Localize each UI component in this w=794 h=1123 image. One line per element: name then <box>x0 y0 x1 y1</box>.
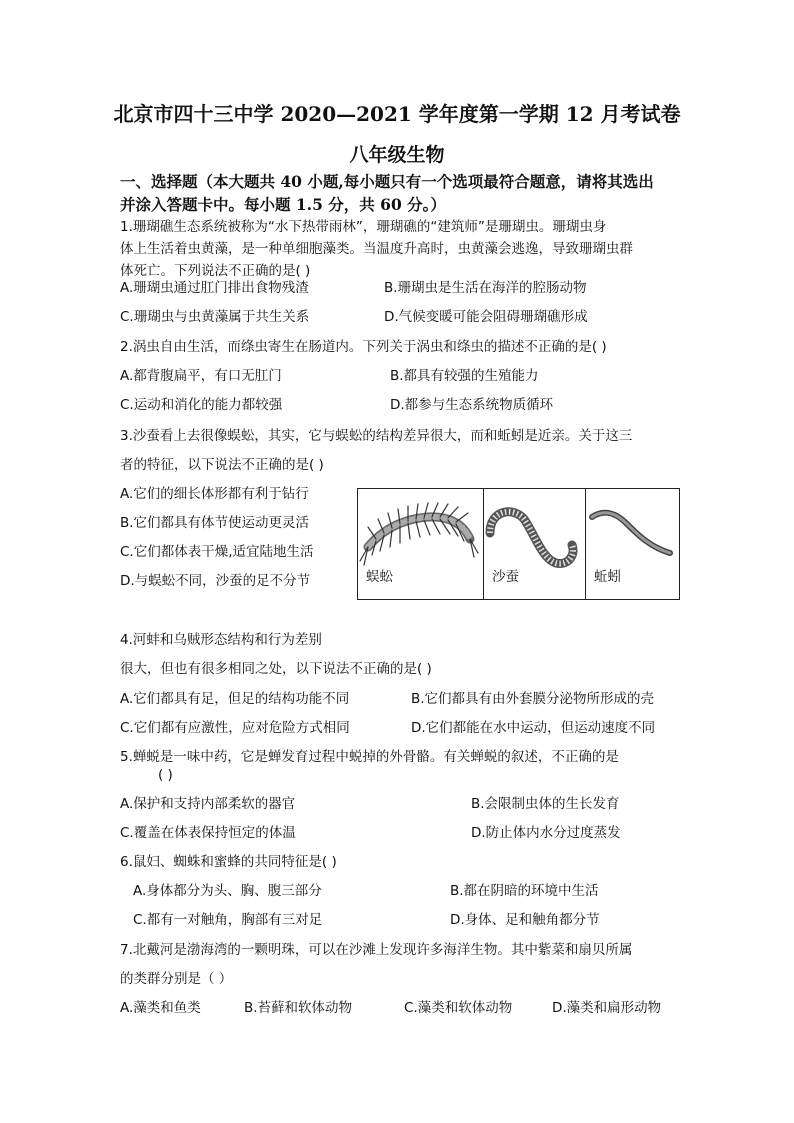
question-2-option-d[interactable]: D.都参与生态系统物质循环 <box>390 397 554 413</box>
question-5-stem-line-1: 5.蝉蜕是一味中药，它是蝉发育过程中蜕掉的外骨骼。有关蝉蜕的叙述，不正确的是 <box>120 749 619 765</box>
earthworm-cell <box>585 489 679 599</box>
section-heading-line-1: 一、选择题（本大题共 40 小题,每小题只有一个选项最符合题意，请将其选出 <box>120 172 654 191</box>
question-5-option-c[interactable]: C.覆盖在体表保持恒定的体温 <box>120 825 296 841</box>
question-1-option-b[interactable]: B.珊瑚虫是生活在海洋的腔肠动物 <box>384 280 587 296</box>
figure-label-centipede: 蜈蚣 <box>366 569 393 585</box>
question-4-option-d[interactable]: D.它们都能在水中运动，但运动速度不同 <box>411 720 656 736</box>
question-4-option-c[interactable]: C.它们都有应激性，应对危险方式相同 <box>120 720 350 736</box>
question-3-option-a[interactable]: A.它们的细长体形都有利于钻行 <box>120 486 309 502</box>
question-7-option-a[interactable]: A.藻类和鱼类 <box>120 1000 201 1016</box>
question-5-option-a[interactable]: A.保护和支持内部柔软的器官 <box>120 796 296 812</box>
exam-title: 北京市四十三中学 2020—2021 学年度第一学期 12 月考试卷 <box>113 102 681 126</box>
centipede-cell <box>358 489 483 599</box>
question-1-option-c[interactable]: C.珊瑚虫与虫黄藻属于共生关系 <box>120 309 310 325</box>
question-1-option-a[interactable]: A.珊瑚虫通过肛门排出食物残渣 <box>120 280 309 296</box>
question-3-stem-line-1: 3.沙蚕看上去很像蜈蚣，其实，它与蜈蚣的结构差异很大，而和蚯蚓是近亲。关于这三 <box>120 428 633 444</box>
question-7-option-b[interactable]: B.苔藓和软体动物 <box>244 1000 353 1016</box>
section-heading-line-2: 并涂入答题卡中。每小题 1.5 分，共 60 分。） <box>120 195 446 214</box>
question-5-stem-line-2: ( ) <box>158 767 173 783</box>
question-4-stem-line-1: 4.河蚌和乌贼形态结构和行为差别 <box>120 632 322 648</box>
question-2-option-c[interactable]: C.运动和消化的能力都较强 <box>120 397 283 413</box>
question-5-option-d[interactable]: D.防止体内水分过度蒸发 <box>471 825 621 841</box>
question-7-option-c[interactable]: C.藻类和软体动物 <box>404 1000 513 1016</box>
question-3-option-b[interactable]: B.它们都具有体节使运动更灵活 <box>120 515 310 531</box>
question-1-stem-line-1: 1.珊瑚礁生态系统被称为“水下热带雨林”，珊瑚礁的“建筑师”是珊瑚虫。珊瑚虫身 <box>120 219 607 235</box>
question-4-stem-line-2: 很大，但也有很多相同之处，以下说法不正确的是( ) <box>120 661 432 677</box>
question-4-option-b[interactable]: B.它们都具有由外套膜分泌物所形成的壳 <box>411 691 655 707</box>
question-1-stem-line-2: 体上生活着虫黄藻，是一种单细胞藻类。当温度升高时，虫黄藻会逃逸，导致珊瑚虫群 <box>120 241 633 257</box>
question-6-stem: 6.鼠妇、蜘蛛和蜜蜂的共同特征是( ) <box>120 854 337 870</box>
question-4-option-a[interactable]: A.它们都具有足，但足的结构功能不同 <box>120 691 350 707</box>
question-6-option-c[interactable]: C.都有一对触角，胸部有三对足 <box>133 912 323 928</box>
question-7-stem-line-2: 的类群分别是（ ） <box>120 971 233 987</box>
section-heading <box>120 170 680 216</box>
exam-subtitle: 八年级生物 <box>349 144 445 166</box>
question-6-option-a[interactable]: A.身体都分为头、胸、腹三部分 <box>133 883 322 899</box>
question-1-stem <box>120 216 690 282</box>
ragworm-cell <box>483 489 585 599</box>
question-1-option-d[interactable]: D.气候变暖可能会阻碍珊瑚礁形成 <box>384 309 588 325</box>
question-3-stem-line-2: 者的特征，以下说法不正确的是( ) <box>120 457 324 473</box>
figure-label-ragworm: 沙蚕 <box>492 569 519 585</box>
figure-label-earthworm: 蚯蚓 <box>594 569 621 585</box>
question-1-stem-line-3: 体死亡。下列说法不正确的是( ) <box>120 263 311 279</box>
question-2-option-a[interactable]: A.都背腹扁平，有口无肛门 <box>120 368 282 384</box>
question-2-option-b[interactable]: B.都具有较强的生殖能力 <box>390 368 539 384</box>
question-5-option-b[interactable]: B.会限制虫体的生长发育 <box>471 796 620 812</box>
question-3-option-d[interactable]: D.与蜈蚣不同，沙蚕的足不分节 <box>120 573 311 589</box>
question-6-option-b[interactable]: B.都在阴暗的环境中生活 <box>450 883 599 899</box>
question-3-option-c[interactable]: C.它们都体表干燥,适宜陆地生活 <box>120 544 314 560</box>
question-2-stem: 2.涡虫自由生活，而绦虫寄生在肠道内。下列关于涡虫和绦虫的描述不正确的是( ) <box>120 339 607 355</box>
question-6-option-d[interactable]: D.身体、足和触角都分节 <box>450 912 600 928</box>
question-7-option-d[interactable]: D.藻类和扁形动物 <box>552 1000 662 1016</box>
question-7-stem-line-1: 7.北戴河是渤海湾的一颗明珠，可以在沙滩上发现许多海洋生物。其中紫菜和扇贝所属 <box>120 942 633 958</box>
animal-figure-panel <box>357 488 680 600</box>
